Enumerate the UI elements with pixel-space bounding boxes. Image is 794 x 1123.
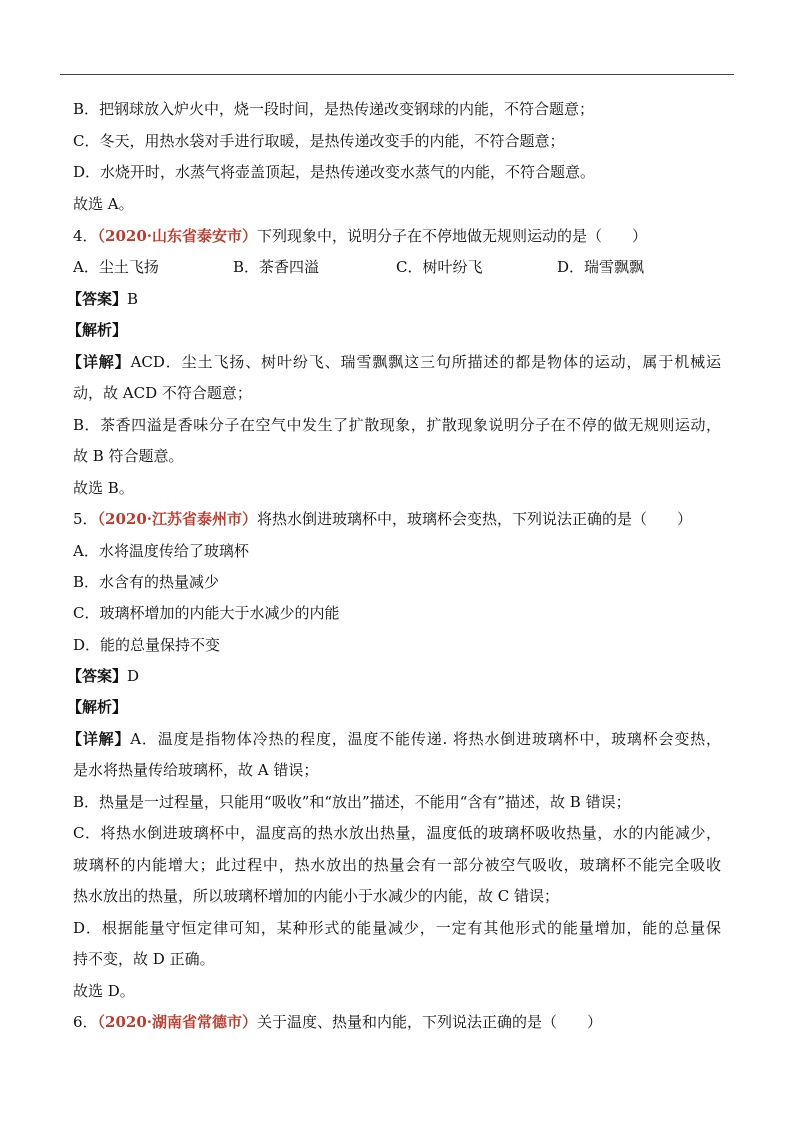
- q6-source: （2020·湖南省常德市）: [97, 1013, 258, 1031]
- q5-option-a: A．水将温度传给了玻璃杯: [73, 542, 249, 560]
- q4-answer: B: [127, 290, 139, 308]
- q6-stem: 关于温度、热量和内能，下列说法正确的是（ ）: [257, 1013, 603, 1031]
- q5-stem-line: [73, 509, 692, 529]
- q4-detail-tag: 【详解】: [67, 353, 131, 371]
- q5-option-b: B．水含有的热量减少: [73, 573, 220, 591]
- q4-detail-line-3: B．茶香四溢是香味分子在空气中发生了扩散现象，扩散现象说明分子在不停的做无规则运动，: [73, 416, 721, 434]
- q5-detail-line-2: 是水将热量传给玻璃杯，故 A 错误；: [73, 761, 319, 779]
- q6-stem-line: [73, 1012, 602, 1032]
- q4-option-c: C．树叶纷飞: [396, 258, 483, 276]
- q3-option-d-explanation: D．水烧开时，水蒸气将壶盖顶起，是热传递改变水蒸气的内能，不符合题意。: [73, 163, 596, 181]
- q5-detail-line-5: 玻璃杯的内能增大；此过程中，热水放出的热量会有一部分被空气吸收，玻璃杯不能完全吸收: [73, 856, 721, 874]
- q3-option-b-explanation: B．把钢球放入炉火中，烧一段时间，是热传递改变钢球的内能，不符合题意；: [73, 100, 595, 118]
- q5-stem: 将热水倒进玻璃杯中，玻璃杯会变热，下列说法正确的是（ ）: [257, 510, 693, 528]
- q5-detail-line-3: B．热量是一过程量，只能用“吸收”和“放出”描述，不能用“含有”描述，故 B 错误；: [73, 793, 631, 811]
- q3-final-answer: 故选 A。: [73, 195, 134, 213]
- q5-final-answer: 故选 D。: [73, 982, 135, 1000]
- q4-option-a: A．尘土飞扬: [73, 258, 159, 276]
- q6-number: 6．: [73, 1013, 98, 1031]
- q4-detail-line-4: 故 B 符合题意。: [73, 447, 184, 465]
- q5-analysis-tag: 【解析】: [67, 698, 128, 716]
- q4-detail-line-2: 动，故 ACD 不符合题意；: [73, 384, 252, 402]
- q4-option-b: B．茶香四溢: [233, 258, 320, 276]
- q5-answer-tag: 【答案】: [67, 667, 128, 685]
- q5-source: （2020·江苏省泰州市）: [97, 510, 258, 528]
- q4-detail-text-1: ACD．尘土飞扬、树叶纷飞、瑞雪飘飘这三句所描述的都是物体的运动，属于机械运: [130, 353, 721, 371]
- q5-detail-line-7: D．根据能量守恒定律可知，某种形式的能量减少，一定有其他形式的能量增加，能的总量保: [73, 919, 721, 937]
- q4-final-answer: 故选 B。: [73, 479, 134, 497]
- q4-options: [73, 257, 733, 277]
- q5-option-d: D．能的总量保持不变: [73, 636, 221, 654]
- q5-answer-line: [67, 666, 139, 686]
- q4-stem: 下列现象中，说明分子在不停地做无规则运动的是（ ）: [257, 227, 648, 245]
- q5-detail-line-1: [67, 729, 721, 749]
- q5-detail-text-1: A．温度是指物体冷热的程度，温度不能传递. 将热水倒进玻璃杯中，玻璃杯会变热，: [130, 730, 721, 748]
- q5-detail-line-6: 热水放出的热量，所以玻璃杯增加的内能小于水减少的内能，故 C 错误；: [73, 887, 560, 905]
- q4-option-d: D．瑞雪飘飘: [557, 258, 645, 276]
- q4-answer-tag: 【答案】: [67, 290, 128, 308]
- q4-answer-line: [67, 289, 138, 309]
- q5-detail-tag: 【详解】: [67, 730, 131, 748]
- header-rule: [60, 74, 734, 75]
- q5-detail-line-4: C．将热水倒进玻璃杯中，温度高的热水放出热量，温度低的玻璃杯吸收热量，水的内能减少，: [73, 824, 721, 842]
- q4-analysis-tag: 【解析】: [67, 321, 128, 339]
- q5-option-c: C．玻璃杯增加的内能大于水减少的内能: [73, 604, 340, 622]
- q4-source: （2020·山东省泰安市）: [97, 227, 258, 245]
- q4-detail-line-1: [67, 352, 721, 372]
- q3-option-c-explanation: C．冬天，用热水袋对手进行取暖，是热传递改变手的内能，不符合题意；: [73, 132, 565, 150]
- q4-number: 4．: [73, 227, 98, 245]
- q5-answer: D: [127, 667, 140, 685]
- q5-number: 5．: [73, 510, 98, 528]
- q5-detail-line-8: 持不变，故 D 正确。: [73, 950, 215, 968]
- q4-stem-line: [73, 226, 647, 246]
